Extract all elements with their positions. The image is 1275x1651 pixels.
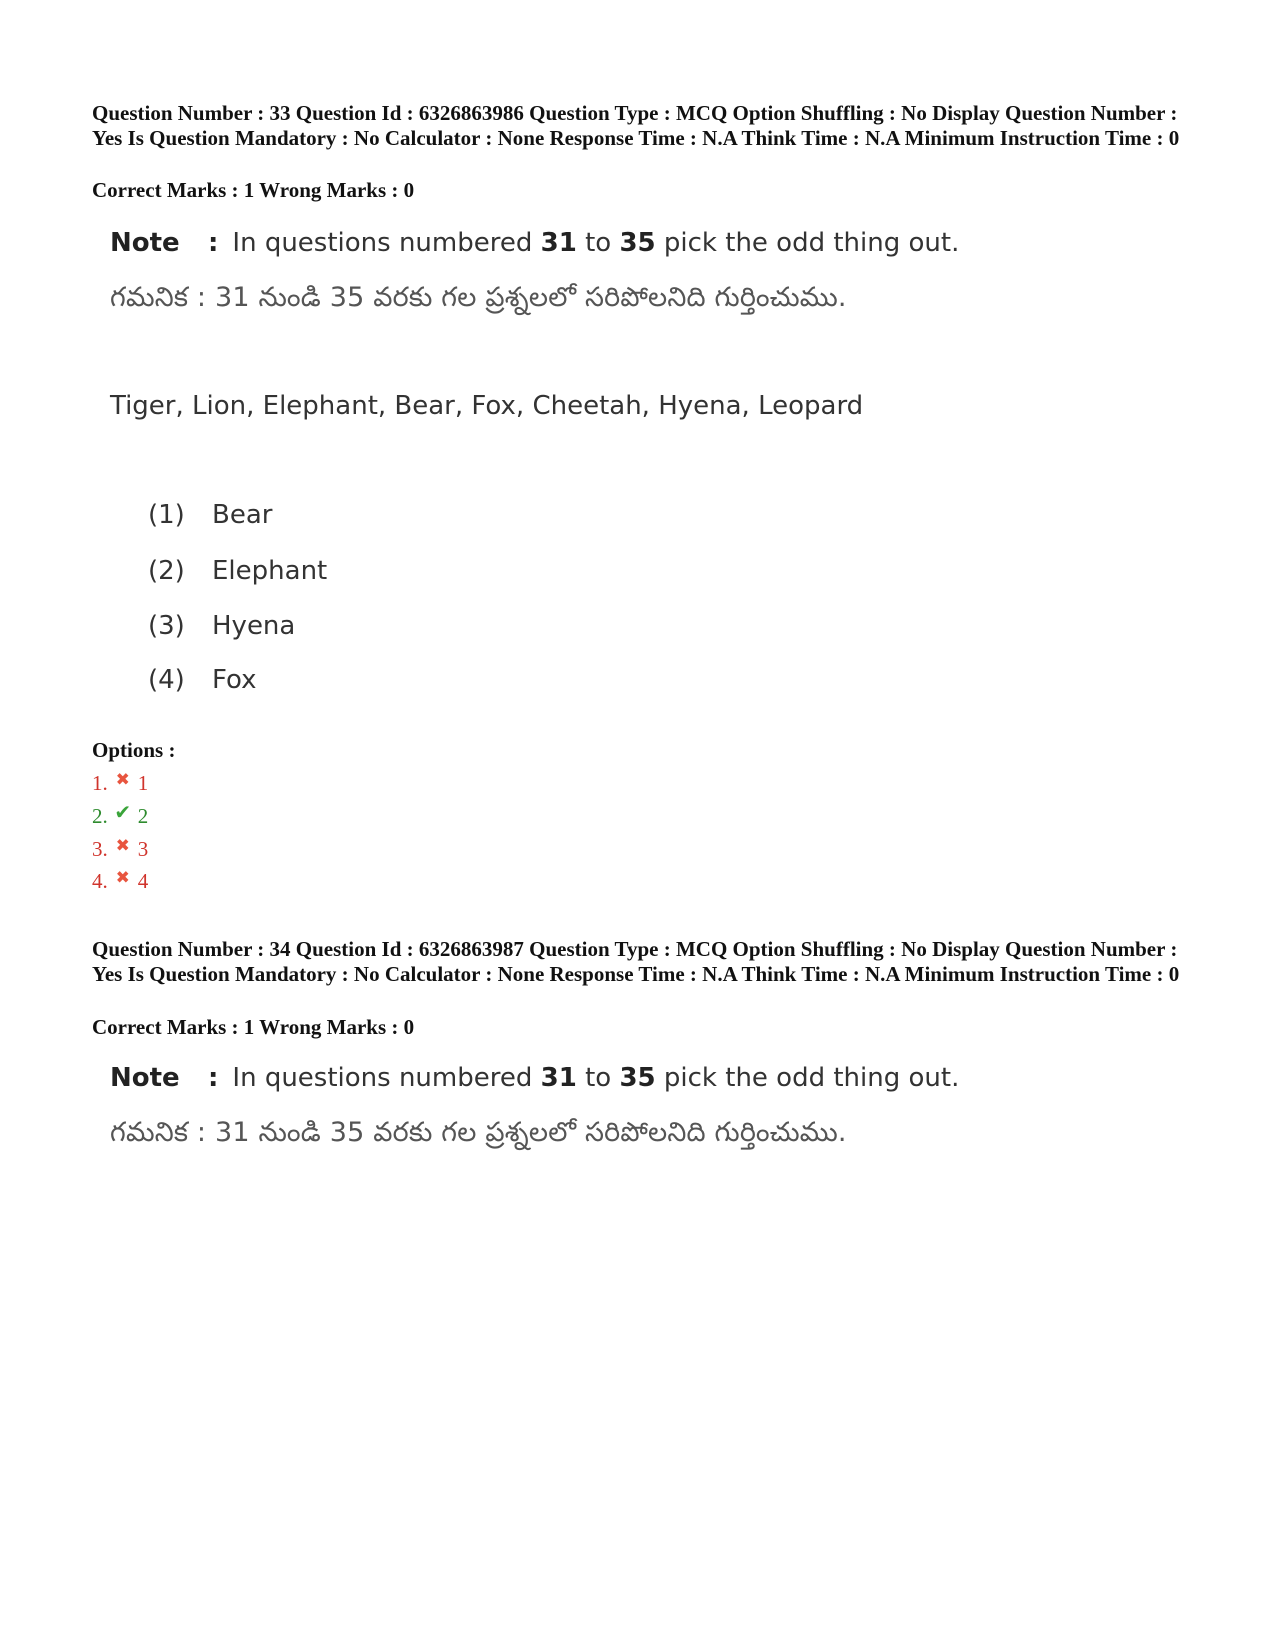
question-33-stem: Tiger, Lion, Elephant, Bear, Fox, Cheetah, Hyena, Leopard — [110, 391, 864, 421]
answer-option-4 — [92, 869, 148, 894]
question-34-marks: Correct Marks : 1 Wrong Marks : 0 — [92, 1015, 415, 1039]
answer-option-3 — [92, 837, 148, 862]
choice-text: Hyena — [212, 611, 296, 641]
cross-icon: ✖ — [115, 770, 130, 789]
question-33-marks: Correct Marks : 1 Wrong Marks : 0 — [92, 178, 415, 202]
answer-value: 2 — [137, 804, 149, 828]
question-33-telugu-note: గమనిక : 31 నుండి 35 వరకు గల ప్రశ్నలలో సరిపోలనిది గుర్తించుము. — [110, 282, 847, 313]
question-33-meta: Question Number : 33 Question Id : 6326863986 Question Type : MCQ Option Shuffling : No Display Question Number : Yes Is Question Mandatory : No Calculator : None Response Time : N.A Think Time : N.A Minimum Instruction Time : 0 — [92, 101, 1180, 150]
cross-icon: ✖ — [115, 868, 130, 887]
choice-text: Bear — [212, 500, 273, 530]
note-colon: : — [208, 1063, 219, 1093]
question-34-meta: Question Number : 34 Question Id : 6326863987 Question Type : MCQ Option Shuffling : No Display Question Number : Yes Is Question Mandatory : No Calculator : None Response Time : N.A Think Time : N.A Minimum Instruction Time : 0 — [92, 937, 1180, 986]
note-to-number: 35 — [619, 1063, 656, 1093]
note-from-number: 31 — [540, 1063, 577, 1093]
answer-option-2 — [92, 804, 148, 829]
choice-number: (1) — [148, 500, 185, 530]
note-text-post: pick the odd thing out. — [655, 1063, 960, 1093]
note-text-pre: In questions numbered — [232, 1063, 541, 1093]
note-text-post: pick the odd thing out. — [655, 228, 960, 258]
question-34-note — [110, 1063, 959, 1093]
note-text-pre: In questions numbered — [232, 228, 541, 258]
choice-number: (3) — [148, 611, 185, 641]
answer-option-1 — [92, 771, 148, 796]
choice-number: (2) — [148, 556, 185, 586]
note-from-number: 31 — [540, 228, 577, 258]
note-colon: : — [208, 228, 219, 258]
question-34-telugu-note: గమనిక : 31 నుండి 35 వరకు గల ప్రశ్నలలో సరిపోలనిది గుర్తించుము. — [110, 1117, 847, 1148]
answer-value: 1 — [137, 771, 149, 795]
choice-text: Fox — [212, 665, 257, 695]
note-label: Note — [110, 228, 180, 258]
answer-index: 4. — [92, 869, 108, 893]
choice-number: (4) — [148, 665, 185, 695]
answer-index: 3. — [92, 837, 108, 861]
note-to-number: 35 — [619, 228, 656, 258]
choice-text: Elephant — [212, 556, 328, 586]
answer-value: 4 — [137, 869, 149, 893]
question-33-choice-4 — [148, 665, 257, 695]
cross-icon: ✖ — [115, 836, 130, 855]
question-33-choice-3 — [148, 611, 295, 641]
check-icon: ✔ — [114, 802, 132, 824]
note-text-mid: to — [576, 1063, 620, 1093]
options-label: Options : — [92, 738, 176, 762]
answer-index: 1. — [92, 771, 108, 795]
question-33-choice-1 — [148, 500, 272, 530]
question-33-choice-2 — [148, 556, 327, 586]
answer-value: 3 — [137, 837, 149, 861]
note-text-mid: to — [576, 228, 620, 258]
question-33-note — [110, 228, 959, 258]
note-label: Note — [110, 1063, 180, 1093]
answer-index: 2. — [92, 804, 108, 828]
